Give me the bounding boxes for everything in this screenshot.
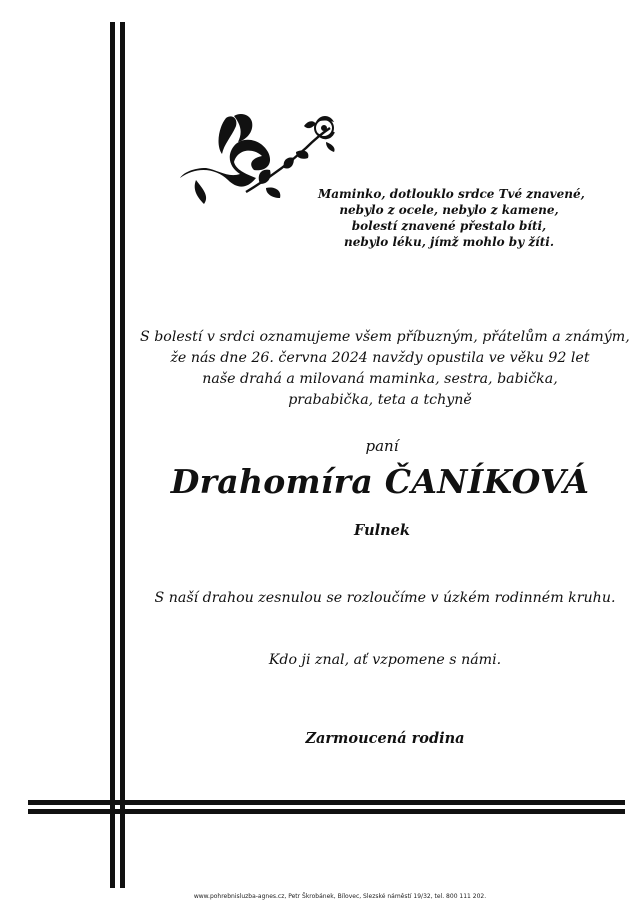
horizontal-border-line-2 — [28, 809, 625, 814]
deceased-place: Fulnek — [354, 522, 410, 539]
announcement-line: naše drahá a milovaná maminka, sestra, babička, — [202, 371, 558, 387]
horizontal-border-line-1 — [28, 800, 625, 805]
vertical-border-line-1 — [110, 22, 115, 888]
signature: Zarmoucená rodina — [305, 730, 465, 747]
remember-text: Kdo ji znal, ať vzpomene s námi. — [268, 652, 502, 668]
announcement-line: S bolestí v srdci oznamujeme všem příbuzným, přátelům a známým, — [140, 329, 630, 345]
vertical-border-line-2 — [120, 22, 125, 888]
announcement-line: že nás dne 26. června 2024 navždy opustila ve věku 92 let — [170, 350, 590, 366]
poem-line: nebylo z ocele, nebylo z kamene, — [339, 203, 559, 217]
poem-line: nebylo léku, jímž mohlo by žíti. — [344, 235, 554, 249]
poem — [318, 186, 585, 250]
honorific-title: paní — [365, 437, 399, 455]
deceased-name: Drahomíra ČANÍKOVÁ — [170, 462, 590, 501]
poem-line: Maminko, dotlouklo srdce Tvé znavené, — [318, 187, 585, 201]
poem-line: bolestí znavené přestalo bíti, — [351, 219, 547, 233]
announcement — [140, 327, 630, 411]
announcement-line: prababička, teta a tchyně — [288, 392, 472, 408]
footer-contact: www.pohrebnisluzba-agnes.cz, Petr Škrobánek, Bílovec, Slezské náměstí 19/32, tel. 800 111 202. — [193, 893, 487, 900]
farewell-text: S naší drahou zesnulou se rozloučíme v úzkém rodinném kruhu. — [154, 590, 616, 606]
